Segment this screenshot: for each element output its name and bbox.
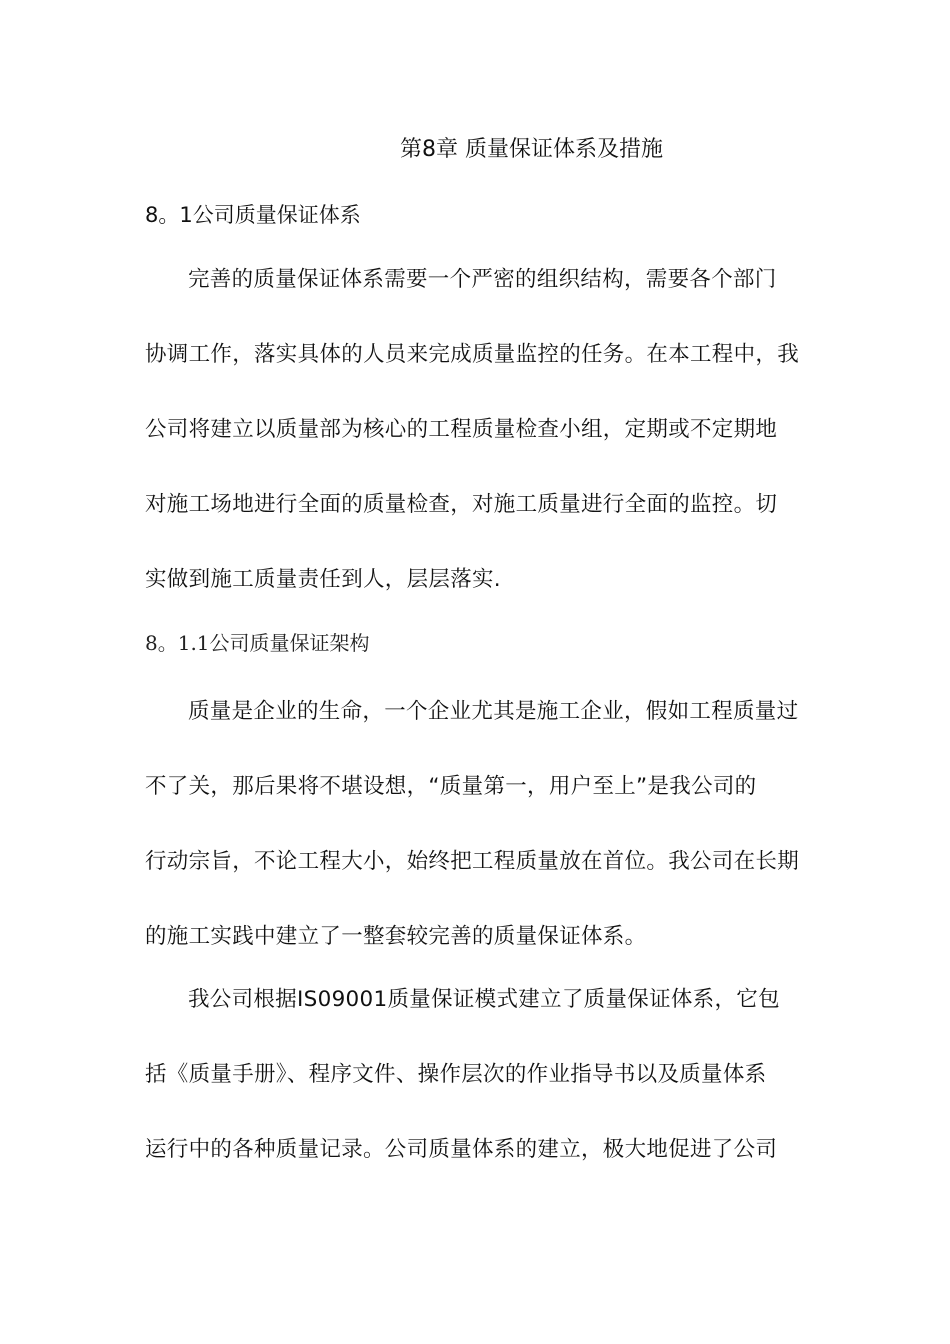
paragraph-line: 运行中的各种质量记录。公司质量体系的建立，极大地促进了公司 (145, 1137, 778, 1162)
paragraph-line: 我公司根据IS09001质量保证模式建立了质量保证体系，它包 (188, 987, 780, 1012)
paragraph-line: 行动宗旨，不论工程大小，始终把工程质量放在首位。我公司在长期 (145, 849, 800, 874)
paragraph-iso9001 (145, 962, 810, 1187)
paragraph-line: 对施工场地进行全面的质量检查，对施工质量进行全面的监控。切 (145, 492, 778, 517)
paragraph-line: 完善的质量保证体系需要一个严密的组织结构，需要各个部门 (188, 267, 777, 292)
paragraph-quality-system (145, 242, 810, 617)
paragraph-quality-life (145, 674, 810, 974)
section-heading-8-1: 8。1公司质量保证体系 (145, 203, 361, 227)
paragraph-line: 公司将建立以质量部为核心的工程质量检查小组，定期或不定期地 (145, 417, 778, 442)
paragraph-line: 质量是企业的生命，一个企业尤其是施工企业，假如工程质量过 (188, 699, 799, 724)
paragraph-line: 不了关，那后果将不堪设想，“质量第一，用户至上”是我公司的 (145, 774, 757, 799)
paragraph-line: 实做到施工质量责任到人，层层落实. (145, 567, 501, 592)
paragraph-line: 的施工实践中建立了一整套较完善的质量保证体系。 (145, 924, 647, 949)
section-heading-8-1-1: 8。1.1公司质量保证架构 (145, 631, 370, 655)
chapter-title: 第8章 质量保证体系及措施 (400, 137, 663, 162)
paragraph-line: 括《质量手册》、程序文件、操作层次的作业指导书以及质量体系 (145, 1062, 767, 1087)
paragraph-line: 协调工作，落实具体的人员来完成质量监控的任务。在本工程中，我 (145, 342, 800, 367)
